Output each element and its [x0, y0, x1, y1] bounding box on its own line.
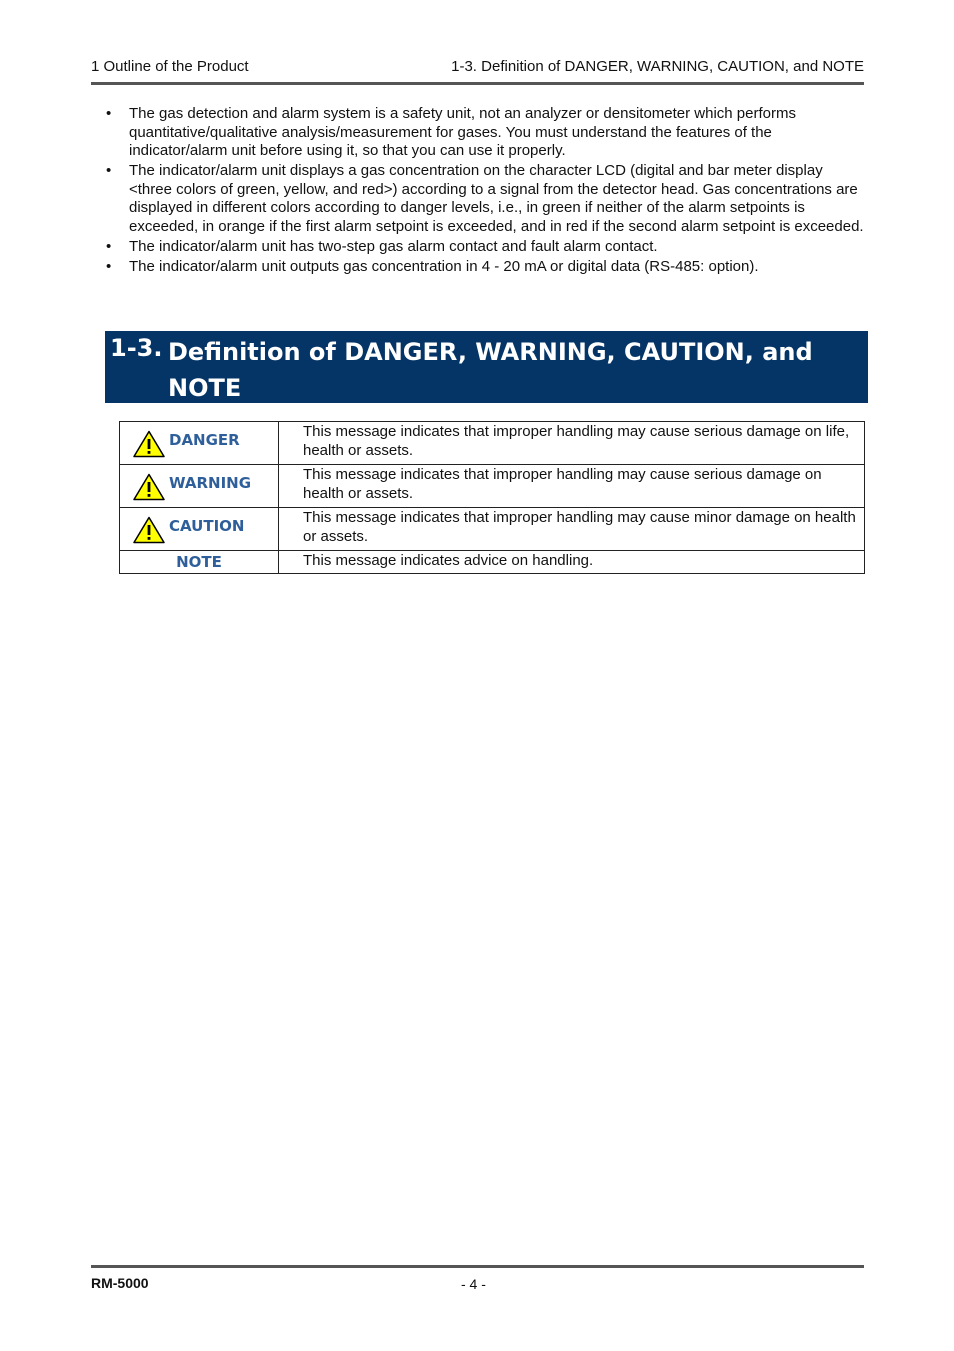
list-item: • The gas detection and alarm system is a safety unit, not an analyzer or densitometer which performs quantitative/qualitative analysis/measurement for gases. You must understand the features of the indicator/alarm unit before using it, so that you can use it properly.	[106, 105, 796, 160]
caution-label: CAUTION	[169, 517, 245, 535]
warning-triangle-icon	[133, 516, 165, 544]
warning-description: This message indicates that improper handling may cause serious damage on health or assets.	[279, 465, 865, 508]
warning-label-cell	[120, 465, 279, 508]
bullet-list	[104, 105, 869, 278]
danger-label: DANGER	[169, 431, 240, 449]
section-heading	[105, 331, 868, 403]
page-header	[91, 56, 864, 80]
definition-table	[119, 421, 865, 574]
list-item: • The indicator/alarm unit outputs gas concentration in 4 - 20 mA or digital data (RS-485: option).	[106, 258, 759, 276]
caution-description: This message indicates that improper handling may cause minor damage on health or assets.	[279, 508, 865, 551]
danger-description: This message indicates that improper handling may cause serious damage on life, health or assets.	[279, 422, 865, 465]
warning-label: WARNING	[169, 474, 252, 492]
footer-rule	[91, 1265, 864, 1268]
bullet-icon: •	[106, 258, 112, 276]
bullet-icon: •	[106, 162, 112, 180]
note-label: NOTE	[176, 553, 222, 571]
caution-label-cell	[120, 508, 279, 551]
warning-triangle-icon	[133, 430, 165, 458]
table-row	[120, 508, 865, 551]
header-section: 1-3. Definition of DANGER, WARNING, CAUTION, and NOTE	[451, 58, 864, 75]
table-row	[120, 422, 865, 465]
note-description: This message indicates advice on handling.	[279, 551, 865, 574]
danger-label-cell	[120, 422, 279, 465]
page-number: - 4 -	[461, 1276, 486, 1292]
note-label-cell	[120, 551, 279, 574]
section-number: 1-3.	[110, 334, 163, 362]
header-chapter: 1 Outline of the Product	[91, 58, 249, 75]
warning-triangle-icon	[133, 473, 165, 501]
section-title: Definition of DANGER, WARNING, CAUTION, and NOTE	[168, 338, 813, 402]
bullet-icon: •	[106, 105, 112, 122]
table-row	[120, 551, 865, 574]
list-item: • The indicator/alarm unit has two-step gas alarm contact and fault alarm contact.	[106, 238, 658, 256]
header-rule	[91, 82, 864, 85]
bullet-icon: •	[106, 238, 112, 256]
footer-model: RM-5000	[91, 1275, 149, 1291]
list-item: • The indicator/alarm unit displays a gas concentration on the character LCD (digital and bar meter display <three colors of green, yellow, and red>) according to a signal from the detector head. Gas concentrations are displayed in different colors according to danger levels, i.e., in green if neither of the alarm setpoints is exceeded, in orange if the first alarm setpoint is exceeded, and in red if the second alarm setpoint is exceeded.	[106, 162, 864, 236]
table-row	[120, 465, 865, 508]
